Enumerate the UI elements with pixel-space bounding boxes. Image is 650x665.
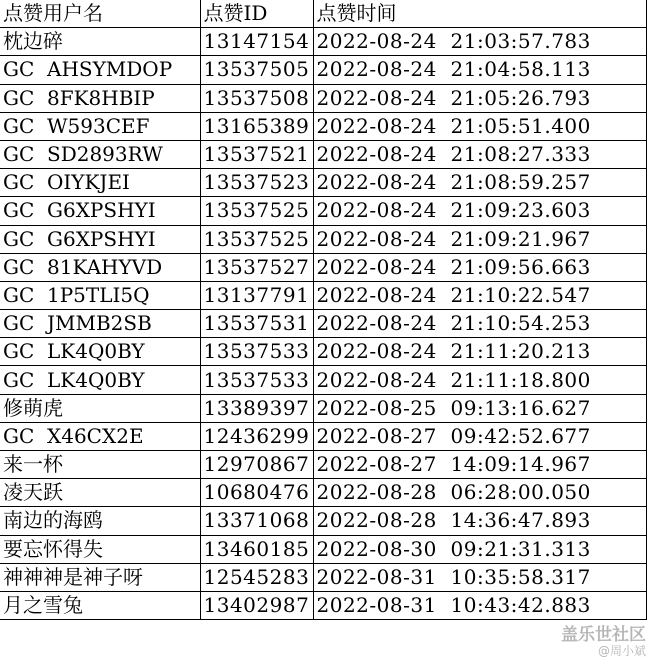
cell-like-id[interactable]: 13165389 [200,112,313,140]
cell-like-id[interactable]: 13371068 [200,507,313,535]
table-row [0,366,646,394]
table-row [0,535,646,563]
cell-like-id[interactable]: 13537531 [200,310,313,338]
table-row [0,310,646,338]
cell-username[interactable]: GC 8FK8HBIP [0,84,200,112]
cell-like-time[interactable]: 2022-08-24 21:08:27.333 [313,140,646,168]
table-row [0,479,646,507]
cell-like-time[interactable]: 2022-08-31 10:43:42.883 [313,591,646,619]
cell-username[interactable]: 修萌虎 [0,394,200,422]
cell-like-id[interactable]: 13537521 [200,140,313,168]
table-row [0,169,646,197]
cell-like-time[interactable]: 2022-08-24 21:11:18.800 [313,366,646,394]
table-row [0,28,646,56]
cell-like-time[interactable]: 2022-08-28 06:28:00.050 [313,479,646,507]
cell-username[interactable]: GC SD2893RW [0,140,200,168]
cell-username[interactable]: 枕边碎 [0,28,200,56]
table-row [0,112,646,140]
cell-like-id[interactable]: 13537505 [200,56,313,84]
cell-like-id[interactable]: 13537527 [200,253,313,281]
cell-like-time[interactable]: 2022-08-24 21:03:57.783 [313,28,646,56]
cell-like-time[interactable]: 2022-08-24 21:05:51.400 [313,112,646,140]
table-row [0,563,646,591]
header-user[interactable]: 点赞用户名 [0,0,200,28]
cell-username[interactable]: GC 81KAHYVD [0,253,200,281]
table-row [0,451,646,479]
table-row [0,56,646,84]
cell-like-id[interactable]: 13402987 [200,591,313,619]
header-row [0,0,646,28]
cell-username[interactable]: GC OIYKJEI [0,169,200,197]
table-row [0,591,646,619]
cell-like-id[interactable]: 12970867 [200,451,313,479]
cell-username[interactable]: GC G6XPSHYI [0,197,200,225]
table-row [0,140,646,168]
table-row [0,253,646,281]
cell-like-time[interactable]: 2022-08-24 21:10:22.547 [313,281,646,309]
header-id[interactable]: 点赞ID [200,0,313,28]
watermark-author: @周小斌 [597,644,646,659]
cell-like-time[interactable]: 2022-08-24 21:09:23.603 [313,197,646,225]
cell-username[interactable]: GC 1P5TLI5Q [0,281,200,309]
table-row [0,394,646,422]
cell-like-id[interactable]: 13537533 [200,338,313,366]
cell-username[interactable]: GC AHSYMDOP [0,56,200,84]
cell-like-id[interactable]: 13537525 [200,225,313,253]
cell-like-id[interactable]: 13137791 [200,281,313,309]
cell-username[interactable]: 神神神是神子呀 [0,563,200,591]
watermark [561,626,646,659]
cell-like-time[interactable]: 2022-08-31 10:35:58.317 [313,563,646,591]
cell-like-time[interactable]: 2022-08-24 21:09:21.967 [313,225,646,253]
table-row [0,281,646,309]
cell-like-id[interactable]: 13147154 [200,28,313,56]
table-row [0,197,646,225]
cell-like-time[interactable]: 2022-08-24 21:11:20.213 [313,338,646,366]
cell-like-id[interactable]: 13537525 [200,197,313,225]
cell-like-id[interactable]: 12545283 [200,563,313,591]
cell-username[interactable]: GC LK4Q0BY [0,338,200,366]
cell-like-id[interactable]: 13537533 [200,366,313,394]
cell-like-time[interactable]: 2022-08-30 09:21:31.313 [313,535,646,563]
cell-username[interactable]: GC G6XPSHYI [0,225,200,253]
cell-like-time[interactable]: 2022-08-28 14:36:47.893 [313,507,646,535]
table-row [0,422,646,450]
cell-like-id[interactable]: 13537508 [200,84,313,112]
cell-username[interactable]: 月之雪兔 [0,591,200,619]
cell-username[interactable]: GC LK4Q0BY [0,366,200,394]
cell-like-time[interactable]: 2022-08-27 14:09:14.967 [313,451,646,479]
cell-username[interactable]: GC JMMB2SB [0,310,200,338]
cell-like-time[interactable]: 2022-08-25 09:13:16.627 [313,394,646,422]
cell-like-id[interactable]: 10680476 [200,479,313,507]
cell-username[interactable]: 南边的海鸥 [0,507,200,535]
cell-like-id[interactable]: 13389397 [200,394,313,422]
cell-like-id[interactable]: 13537523 [200,169,313,197]
cell-username[interactable]: GC X46CX2E [0,422,200,450]
table-row [0,84,646,112]
cell-username[interactable]: 凌天跃 [0,479,200,507]
cell-like-time[interactable]: 2022-08-24 21:05:26.793 [313,84,646,112]
cell-username[interactable]: GC W593CEF [0,112,200,140]
header-time[interactable]: 点赞时间 [313,0,646,28]
cell-username[interactable]: 要忘怀得失 [0,535,200,563]
cell-like-time[interactable]: 2022-08-27 09:42:52.677 [313,422,646,450]
cell-like-id[interactable]: 12436299 [200,422,313,450]
table-row [0,507,646,535]
cell-like-id[interactable]: 13460185 [200,535,313,563]
watermark-brand: 盖乐世社区 [561,624,646,645]
table-row [0,225,646,253]
cell-username[interactable]: 来一杯 [0,451,200,479]
cell-like-time[interactable]: 2022-08-24 21:04:58.113 [313,56,646,84]
table-row [0,338,646,366]
cell-like-time[interactable]: 2022-08-24 21:08:59.257 [313,169,646,197]
cell-like-time[interactable]: 2022-08-24 21:09:56.663 [313,253,646,281]
cell-like-time[interactable]: 2022-08-24 21:10:54.253 [313,310,646,338]
